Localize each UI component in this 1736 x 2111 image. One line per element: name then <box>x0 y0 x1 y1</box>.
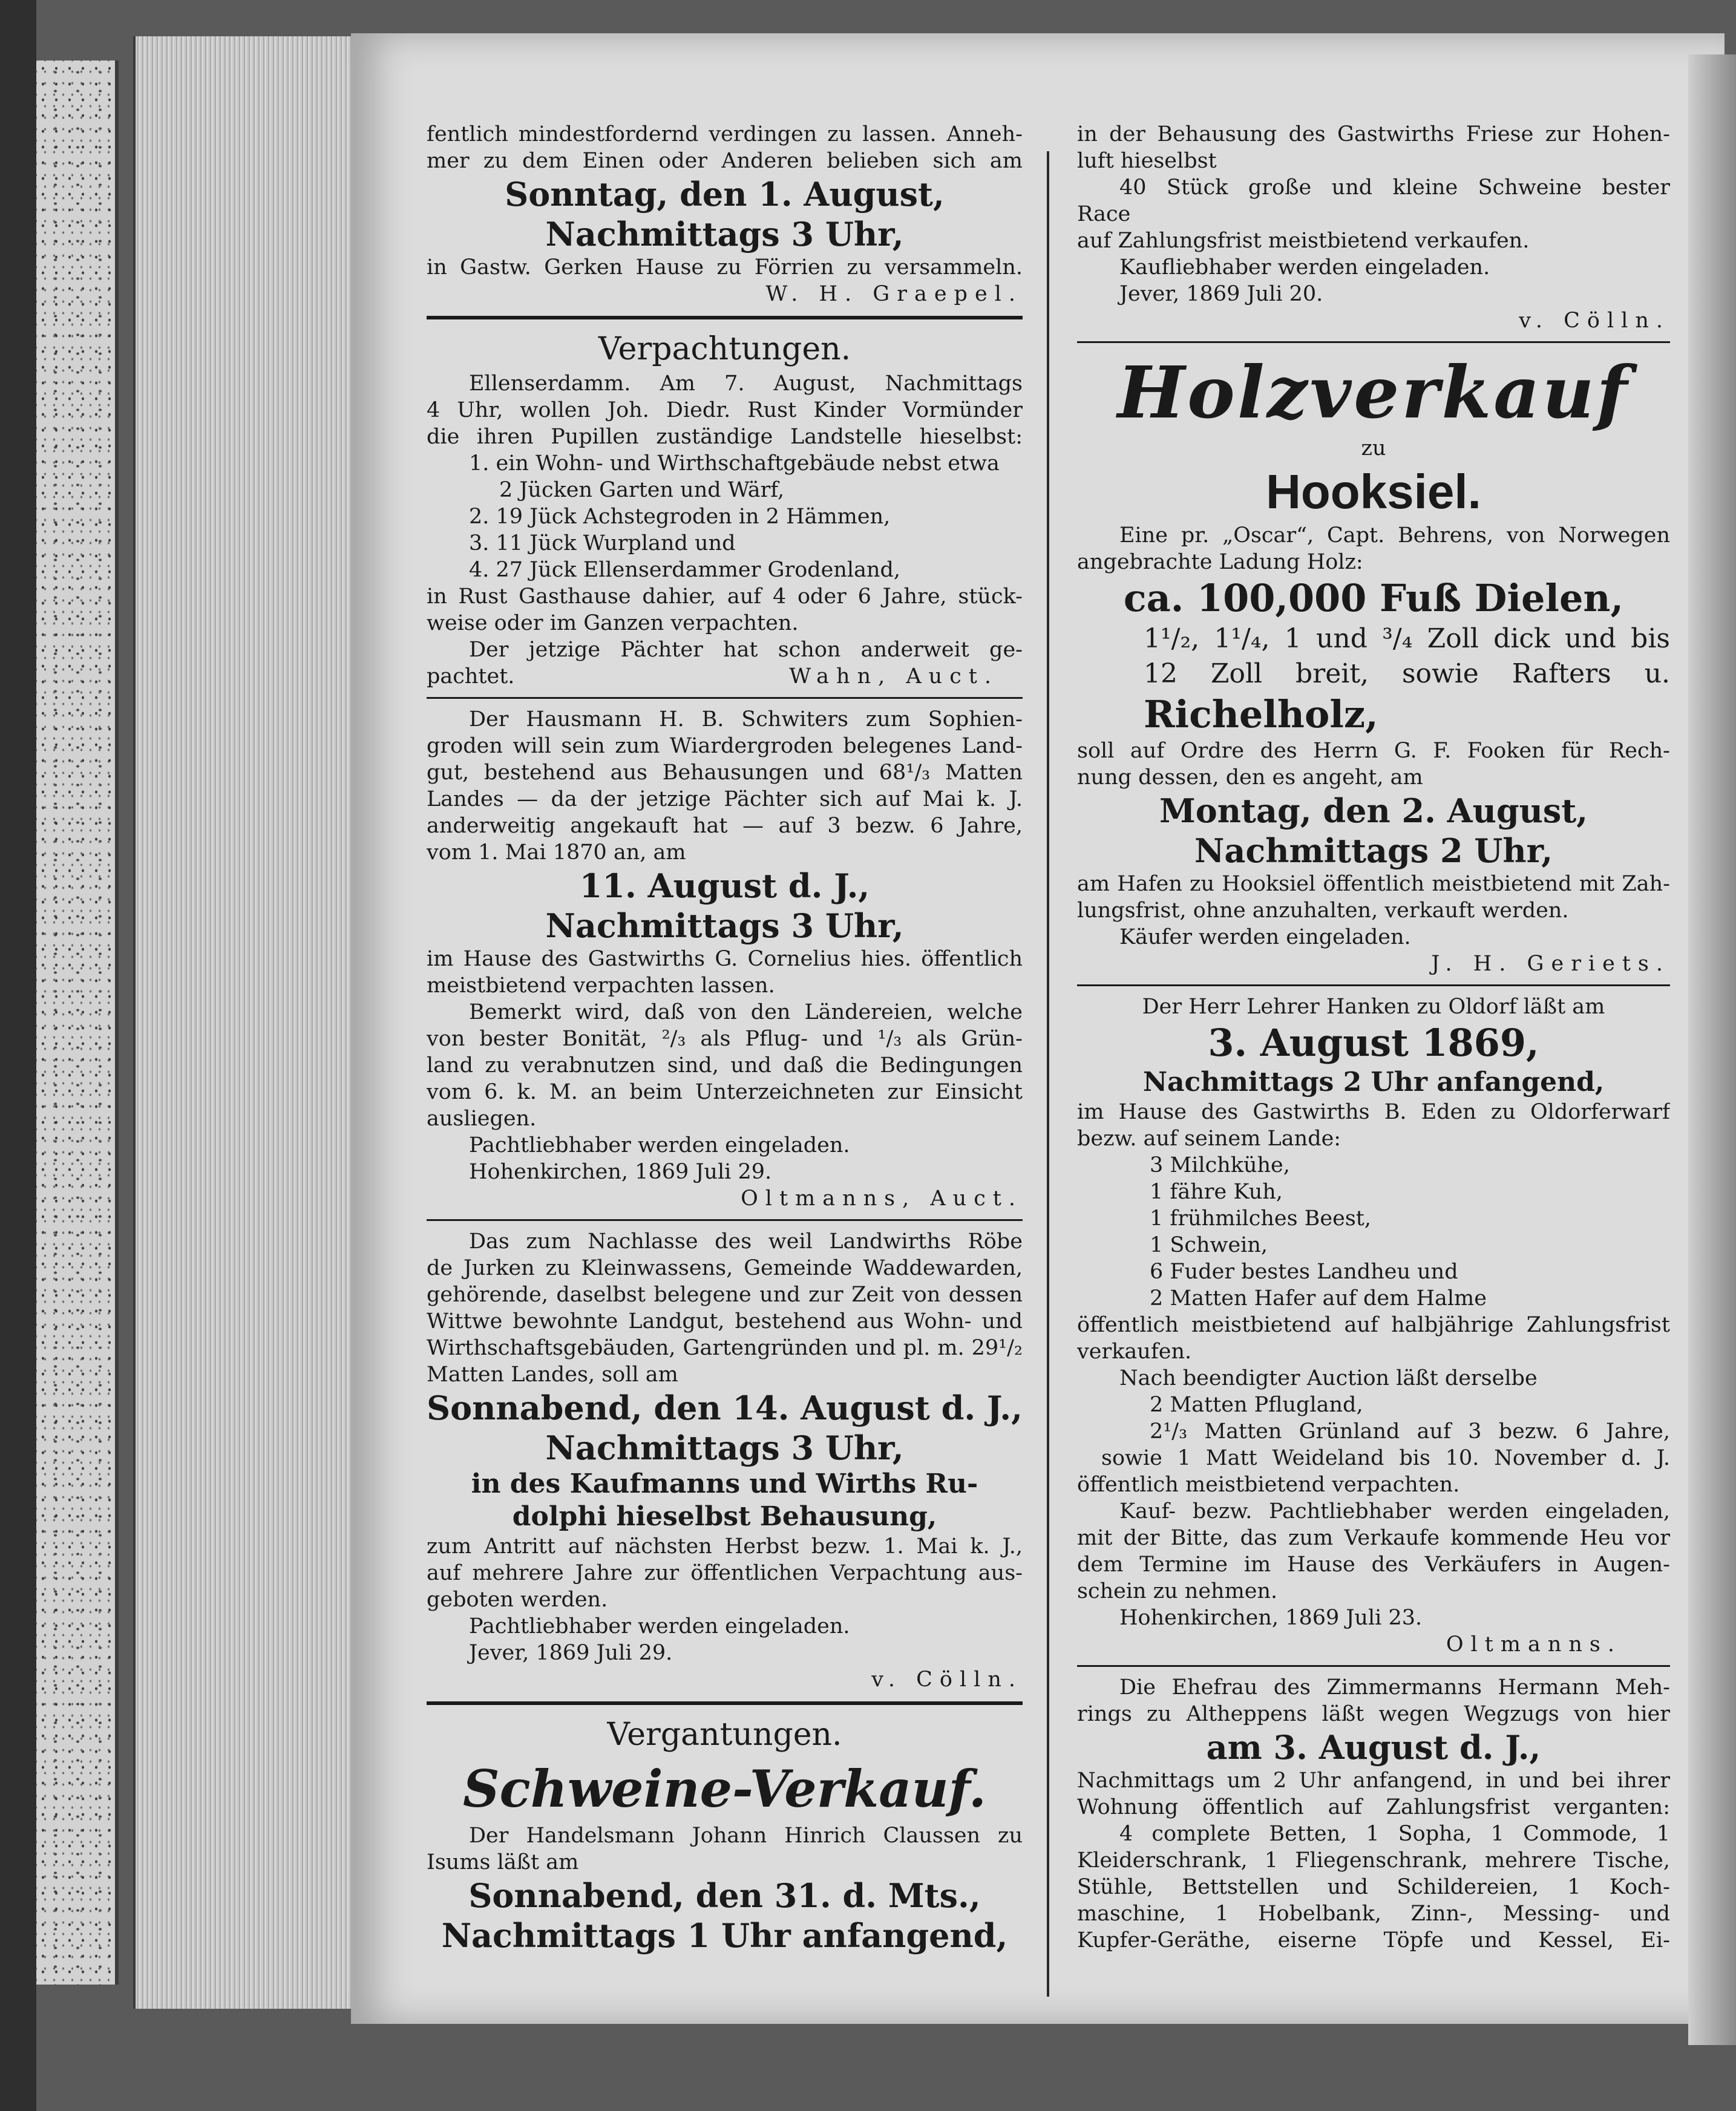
text-line: Pachtliebhaber werden eingeladen. <box>469 1614 850 1638</box>
text-line: gut, bestehend aus Behausungen und 68¹/₃ Matten <box>427 761 1023 785</box>
signature: Oltmanns, Auct. <box>741 1186 1023 1211</box>
text-line: verkaufen. <box>1077 1340 1192 1364</box>
auction-time: Nachmittags 2 Uhr, <box>1194 831 1553 870</box>
text-line: angebrachte Ladung Holz: <box>1077 550 1363 574</box>
text-line: Das zum Nachlasse des weil Landwirths Röbe <box>469 1229 1023 1254</box>
text-line: weise oder im Ganzen verpachten. <box>427 611 799 635</box>
text-line: rings zu Altheppens läßt wegen Wegzugs von hier <box>1077 1702 1670 1726</box>
text-line: Jever, 1869 Juli 29. <box>469 1641 673 1665</box>
text-line: nung dessen, den es angeht, am <box>1077 765 1423 790</box>
text-line: öffentlich meistbietend auf halbjährige Zahlungsfrist <box>1077 1313 1670 1337</box>
text-line: am Hafen zu Hooksiel öffentlich meistbietend mit Zah- <box>1077 872 1670 896</box>
text-line: Nachmittags um 2 Uhr anfangend, in und bei ihrer <box>1077 1769 1670 1793</box>
text-line: im Hause des Gastwirths B. Eden zu Oldorferwarf <box>1077 1100 1670 1124</box>
text-line: meistbietend verpachten lassen. <box>427 974 775 998</box>
text-line: pachtet. <box>427 664 515 689</box>
text-line: anderweitig angekauft hat — auf 3 bezw. 6 Jahre, <box>427 814 1023 838</box>
facing-page-edge <box>1688 54 1736 2045</box>
text-line: dem Termine im Hause des Verkäufers in Augen- <box>1077 1553 1670 1577</box>
auction-time: Nachmittags 3 Uhr, <box>545 215 904 254</box>
text-line: Ellenserdamm. Am 7. August, Nachmittags <box>469 371 1023 396</box>
signature: W. H. Graepel. <box>765 282 1023 306</box>
signature: v. Cölln. <box>871 1668 1023 1692</box>
section-rule <box>427 697 1023 699</box>
text-line: bezw. auf seinem Lande: <box>1077 1127 1341 1151</box>
list-item: Race <box>1077 202 1131 226</box>
text-line: auf Zahlungsfrist meistbietend verkaufen. <box>1077 229 1530 253</box>
text-line: soll auf Ordre des Herrn G. F. Fooken für Rech- <box>1077 739 1670 763</box>
text-line: Landes — da der jetzige Pächter sich auf Mai k. J. <box>427 787 1023 811</box>
text-line: Die Ehefrau des Zimmermanns Hermann Meh- <box>1119 1675 1670 1700</box>
section-rule <box>1077 341 1670 343</box>
column-divider <box>1047 151 1049 1997</box>
signature: J. H. Geriets. <box>1431 952 1670 976</box>
text-line: groden will sein zum Wiardergroden belegenes Land- <box>427 734 1023 758</box>
text-line: 12 Zoll breit, sowie Rafters u. <box>1144 658 1670 689</box>
text-line: Matten Landes, soll am <box>427 1363 678 1387</box>
text-line: land zu verabnutzen sind, und daß die Bedingungen <box>427 1053 1023 1078</box>
list-item: 2 Matten Hafer auf dem Halme <box>1150 1286 1487 1311</box>
sale-item: Richelholz, <box>1144 692 1378 736</box>
auction-time: Nachmittags 2 Uhr anfangend, <box>1142 1067 1605 1098</box>
auction-date: Sonnabend, den 14. August d. J., <box>427 1389 1023 1427</box>
auction-date: 3. August 1869, <box>1208 1021 1539 1065</box>
list-item: 2¹/₃ Matten Grünland auf 3 bezw. 6 Jahre, <box>1150 1419 1670 1444</box>
text-line <box>427 663 1023 690</box>
text-line: Käufer werden eingeladen. <box>1119 925 1411 949</box>
auction-time: Nachmittags 3 Uhr, <box>545 1429 904 1467</box>
text-line: Der jetzige Pächter hat schon anderweit ge- <box>469 638 1023 662</box>
text-line: auf mehrere Jahre zur öffentlichen Verpachtung aus- <box>427 1561 1023 1585</box>
text-line: im Hause des Gastwirths G. Cornelius hies. öffentlich <box>427 947 1023 971</box>
list-item: 3. 11 Jück Wurpland und <box>469 531 736 555</box>
right-column <box>1077 121 1670 1954</box>
list-item: 6 Fuder bestes Landheu und <box>1150 1260 1458 1284</box>
list-item: 2 Jücken Garten und Wärf, <box>499 478 785 502</box>
auction-time: Nachmittags 1 Uhr anfangend, <box>441 1916 1008 1955</box>
text-line: von bester Bonität, ²/₃ als Pflug- und ¹/₃ als Grün- <box>427 1027 1023 1051</box>
section-rule <box>427 1219 1023 1221</box>
text-line: vom 6. k. M. an beim Unterzeichneten zur Einsicht <box>427 1080 1023 1104</box>
sale-title: Schweine-Verkauf. <box>462 1759 987 1819</box>
text-line: fentlich mindestfordernd verdingen zu lassen. Anneh- <box>427 122 1023 146</box>
text-line: Nach beendigter Auction läßt derselbe <box>1119 1366 1538 1390</box>
list-item: 40 Stück große und kleine Schweine bester <box>1119 175 1670 200</box>
text-line: lungsfrist, ohne anzuhalten, verkauft werden. <box>1077 898 1569 923</box>
auction-place: in des Kaufmanns und Wirths Ru- <box>471 1468 978 1499</box>
text-line: Der Herr Lehrer Hanken zu Oldorf läßt am <box>1142 995 1605 1019</box>
page-edges <box>133 36 353 2009</box>
auction-date: am 3. August d. J., <box>1206 1728 1541 1767</box>
text-line: vom 1. Mai 1870 an, am <box>427 840 686 865</box>
text-line: Kupfer-Geräthe, eiserne Töpfe und Kessel, Ei- <box>1077 1928 1670 1952</box>
list-item: sowie 1 Matt Weideland bis 10. November d. J. <box>1101 1446 1670 1470</box>
text-line: in Rust Gasthause dahier, auf 4 oder 6 Jahre, stück- <box>427 584 1023 609</box>
text-line: gehörende, daselbst belegene und zur Zeit von dessen <box>427 1283 1023 1307</box>
list-item: 4. 27 Jück Ellenserdammer Grodenland, <box>469 558 901 582</box>
marbled-edge <box>36 61 119 1985</box>
text-line: Stühle, Bettstellen und Schildereien, 1 Koch- <box>1077 1875 1670 1899</box>
auction-time: Nachmittags 3 Uhr, <box>545 906 904 945</box>
text-line: Kaufliebhaber werden eingeladen. <box>1119 255 1490 280</box>
text-line: Eine pr. „Oscar“, Capt. Behrens, von Norwegen <box>1119 523 1670 548</box>
text-line: geboten werden. <box>427 1588 608 1612</box>
signature: v. Cölln. <box>1519 309 1670 333</box>
section-heading: Verpachtungen. <box>598 331 851 367</box>
section-rule <box>427 316 1023 319</box>
auction-date: Sonntag, den 1. August, <box>505 175 945 214</box>
auction-date: 11. August d. J., <box>579 866 870 905</box>
text-line: mer zu dem Einen oder Anderen belieben sich am <box>427 149 1023 173</box>
text-line: Kauf- bezw. Pachtliebhaber werden eingeladen, <box>1119 1499 1670 1524</box>
signature: Wahn, Auct. <box>789 664 998 689</box>
signature: Oltmanns. <box>1446 1632 1622 1657</box>
text-line: mit der Bitte, das zum Verkaufe kommende Heu vor <box>1077 1526 1670 1550</box>
text-line: ausliegen. <box>427 1107 537 1131</box>
list-item: 1 fähre Kuh, <box>1150 1180 1283 1204</box>
section-heading: Vergantungen. <box>607 1717 842 1753</box>
text-line: Jever, 1869 Juli 20. <box>1119 282 1323 306</box>
list-item: 2 Matten Pflugland, <box>1150 1393 1363 1417</box>
text-line: 4 complete Betten, 1 Sopha, 1 Commode, 1 <box>1119 1822 1670 1846</box>
text-line: luft hieselbst <box>1077 149 1217 173</box>
list-item: 1 frühmilches Beest, <box>1150 1206 1371 1231</box>
auction-place: dolphi hieselbst Behausung, <box>512 1501 937 1532</box>
text-line: die ihren Pupillen zuständige Landstelle hieselbst: <box>427 425 1023 449</box>
section-rule <box>1077 984 1670 986</box>
text-line: Pachtliebhaber werden eingeladen. <box>469 1133 850 1157</box>
text-line: Isums läßt am <box>427 1850 579 1874</box>
list-item: 3 Milchkühe, <box>1150 1153 1290 1177</box>
text-line: in der Behausung des Gastwirths Friese zur Hohen- <box>1077 122 1670 146</box>
text-line: schein zu nehmen. <box>1077 1579 1278 1603</box>
text-line: de Jurken zu Kleinwassens, Gemeinde Waddewarden, <box>427 1256 1023 1280</box>
text-line: 4 Uhr, wollen Joh. Diedr. Rust Kinder Vormünder <box>427 398 1023 422</box>
section-rule <box>427 1701 1023 1705</box>
text-line: Wohnung öffentlich auf Zahlungsfrist verganten: <box>1077 1795 1670 1819</box>
text-line: 1¹/₂, 1¹/₄, 1 und ³/₄ Zoll dick und bis <box>1144 623 1670 654</box>
text-line: Der Handelsmann Johann Hinrich Claussen zu <box>469 1824 1023 1848</box>
text-line: Der Hausmann H. B. Schwiters zum Sophien- <box>469 707 1023 731</box>
list-item: 1 Schwein, <box>1150 1233 1268 1257</box>
auction-date: Montag, den 2. August, <box>1159 791 1588 830</box>
text-line: zu <box>1361 436 1386 460</box>
list-item: 1. ein Wohn- und Wirthschaftgebäude nebst etwa <box>469 451 1000 476</box>
text-line: in Gastw. Gerken Hause zu Förrien zu versammeln. <box>427 255 1023 280</box>
text-line: Wittwe bewohnte Landgut, bestehend aus Wohn- und <box>427 1309 1023 1334</box>
list-item: 2. 19 Jück Achstegroden in 2 Hämmen, <box>469 505 891 529</box>
left-column <box>427 121 1023 1956</box>
section-rule <box>1077 1665 1670 1667</box>
text-line: Hohenkirchen, 1869 Juli 29. <box>469 1160 772 1184</box>
book-spine <box>0 0 36 2111</box>
text-line: öffentlich meistbietend verpachten. <box>1077 1473 1460 1497</box>
sale-quantity: ca. 100,000 Fuß Dielen, <box>1123 576 1624 620</box>
text-line: Hohenkirchen, 1869 Juli 23. <box>1119 1606 1423 1630</box>
text-line: Bemerkt wird, daß von den Ländereien, welche <box>469 1000 1023 1024</box>
text-line: Wirthschaftsgebäuden, Gartengründen und pl. m. 29¹/₂ <box>427 1336 1023 1360</box>
sale-title: Holzverkauf <box>1117 350 1630 434</box>
text-line: Kleiderschrank, 1 Fliegenschrank, mehrere Tische, <box>1077 1848 1670 1873</box>
auction-date: Sonnabend, den 31. d. Mts., <box>468 1876 981 1915</box>
text-line: zum Antritt auf nächsten Herbst bezw. 1. Mai k. J., <box>427 1534 1023 1559</box>
text-line: maschine, 1 Hobelbank, Zinn-, Messing- und <box>1077 1902 1670 1926</box>
place-name: Hooksiel. <box>1266 465 1481 519</box>
